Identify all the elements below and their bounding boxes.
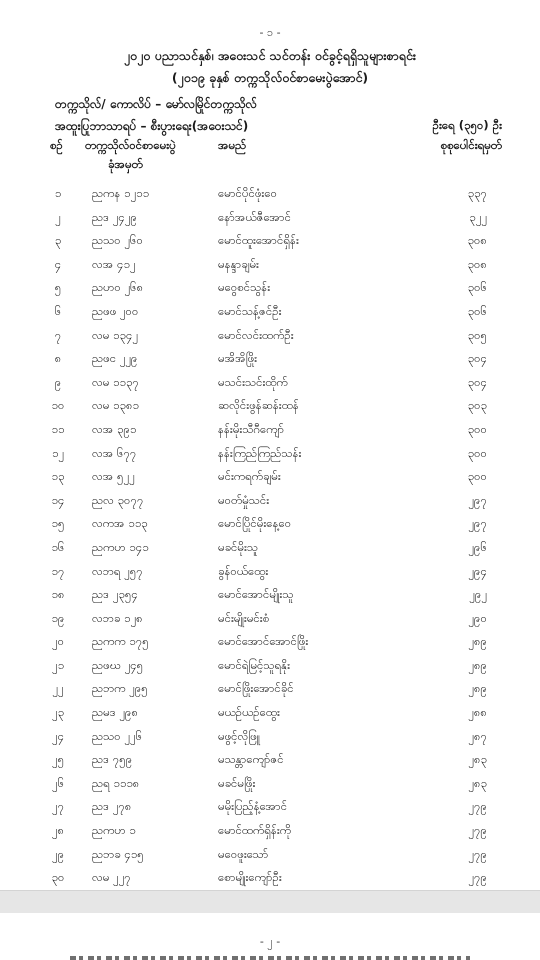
- roll-number: လမ ၁၃၄၂: [92, 327, 139, 342]
- total-score: ၃၀၄: [467, 374, 487, 389]
- table-row: [0, 371, 540, 395]
- results-table: [0, 182, 540, 890]
- total-score: ၃၀၈: [467, 233, 487, 248]
- row-number: ၂၁: [51, 657, 65, 672]
- roll-number: လမ ၁၁၃၇: [92, 374, 139, 389]
- university-line: တက္ကသိုလ်/ ကောလိပ် – မော်လမြိုင်တက္ကသိုလ်: [55, 97, 257, 111]
- table-row: [0, 560, 540, 584]
- student-name: မင်းကရက်ချမ်း: [218, 469, 281, 484]
- student-name: မောင်ထက်ရှိန်းကို: [218, 823, 292, 838]
- table-row: [0, 583, 540, 607]
- total-score: ၃၀၀: [467, 421, 487, 436]
- roll-number: ညဒ ၂၃၅၄: [92, 587, 138, 602]
- roll-number: လအ ၄၁၂: [92, 256, 136, 271]
- roll-number: လမ ၁၃၈၁: [92, 398, 139, 413]
- table-row: [0, 206, 540, 230]
- table-row: [0, 748, 540, 772]
- row-number: ၁၆: [51, 539, 65, 554]
- row-number: ၁၀: [51, 398, 65, 413]
- table-row: [0, 489, 540, 513]
- column-header-no: စဉ်: [50, 138, 63, 152]
- roll-number: လအ ၆၇၇: [92, 445, 137, 460]
- document-title: ၂၀၂၀ ပညာသင်နှစ်၊ အဝေးသင် သင်တန်း ဝင်ခွင့်ရရှိသူများစာရင်း: [123, 48, 417, 63]
- row-number: ၂၅: [51, 752, 65, 767]
- table-row: [0, 442, 540, 466]
- roll-number: ညကန ၁၂၁၁: [92, 186, 150, 200]
- total-score: ၂၈၉: [468, 681, 487, 696]
- row-number: ၂၆: [51, 775, 65, 790]
- document-subtitle: (၂၀၁၉ ခုနှစ် တက္ကသိုလ်ဝင်စာမေးပွဲအောင်): [171, 70, 369, 85]
- roll-number: ညရ ၁၁၁၈: [92, 775, 140, 790]
- row-number: ၆: [54, 303, 62, 318]
- row-number: ၂၉: [51, 846, 65, 861]
- student-name: မဝတ်မှုံသင်း: [218, 492, 270, 507]
- row-number: ၂၂: [52, 681, 64, 696]
- total-score: ၂၉၆: [468, 539, 487, 554]
- row-number: ၈: [54, 351, 62, 366]
- roll-number: လမ ၂၂၇: [92, 870, 131, 885]
- student-name: ဆလိုင်းဖွန်ဆန်းထန်: [218, 398, 299, 413]
- document-page-2: [0, 913, 540, 960]
- row-number: ၂၃: [51, 705, 65, 720]
- table-row: [0, 229, 540, 253]
- total-score: ၃၀၄: [467, 351, 487, 366]
- total-score: ၂၈၉: [468, 634, 487, 649]
- table-row: [0, 819, 540, 843]
- table-row: [0, 866, 540, 890]
- roll-number: လကအ ၁၁၃: [92, 516, 148, 531]
- roll-number: ညဖဖ ၂၀၀: [92, 303, 139, 318]
- table-row: [0, 253, 540, 277]
- student-name: မယဉ်ယဉ်ထွေး: [218, 705, 280, 720]
- total-score: ၃၃၇: [467, 186, 487, 200]
- row-number: ၁၁: [51, 421, 65, 436]
- roll-number: ညမဒ ၂၉၈: [92, 705, 139, 720]
- total-score: ၂၉၀: [468, 610, 487, 625]
- student-name: မောင်ထူးအောင်ရှိန်း: [218, 233, 299, 248]
- roll-number: လဘရ ၂၅၇: [92, 563, 143, 578]
- total-score: ၂၈၉: [468, 657, 487, 672]
- total-score: ၂၉၇: [468, 516, 487, 531]
- roll-number: ညဘက ၂၉၅: [92, 681, 148, 696]
- table-row: [0, 843, 540, 867]
- student-name: မသင်းသင်းထိုက်: [218, 374, 288, 389]
- student-name: မနန္ဒာချမ်း: [218, 256, 259, 271]
- total-score: ၂၇၉: [468, 870, 487, 885]
- row-number: ၁၅: [51, 516, 65, 531]
- student-name: မခင်မိုးသူ: [218, 539, 259, 554]
- table-row: [0, 654, 540, 678]
- subject-line: အထူးပြုဘာသာရပ် – စီးပွားရေး(အဝေးသင်): [55, 119, 249, 133]
- row-number: ၁၂: [51, 445, 65, 460]
- roll-number: ညဟဝ ၂၆၈: [92, 280, 144, 295]
- total-score: ၃၀၈: [467, 256, 487, 271]
- row-number: ၁၃: [51, 469, 65, 484]
- student-name: မဝွေစင်သွန်း: [218, 280, 271, 295]
- table-row: [0, 276, 540, 300]
- student-name: မောင်လင်းထက်ဦး: [218, 327, 294, 342]
- row-number: ၇: [54, 327, 62, 342]
- table-row: [0, 418, 540, 442]
- total-score: ၂၉၂: [469, 587, 487, 602]
- student-name: မောင်အောင်အောင်ဖြိုး: [218, 634, 309, 649]
- roll-number: ညကဟ ၁: [92, 823, 136, 838]
- student-name: မောင်အောင်မျိုးသူ: [218, 587, 294, 602]
- row-number: ၁၉: [51, 610, 65, 625]
- row-number: ၂၈: [51, 823, 65, 838]
- total-score: ၂၇၉: [468, 846, 487, 861]
- student-name: မောင်ရဲမြင့်သူရနိုး: [218, 657, 290, 672]
- column-header-score: စုစုပေါင်းရမှတ်: [440, 138, 502, 152]
- table-row: [0, 465, 540, 489]
- row-number: ၉: [54, 374, 62, 389]
- student-name: နန်းကြည်ကြည်သန်း: [218, 445, 302, 460]
- total-score: ၃၀၆: [467, 303, 487, 318]
- total-score: ၃၀၀: [467, 469, 487, 484]
- row-number: ၅: [54, 280, 62, 295]
- student-name: မသန္တာကျော်ဇင်: [218, 752, 284, 767]
- table-row: [0, 772, 540, 796]
- page-number-2: - ၂ -: [259, 935, 281, 948]
- table-row: [0, 725, 540, 749]
- page-number: - ၁ -: [259, 26, 281, 39]
- student-name: ခွန်ဝယ်ထွေး: [218, 563, 269, 578]
- roll-number: လအ ၅၂၂: [92, 469, 135, 484]
- student-name: မခင်မဖြိုး: [218, 775, 256, 790]
- total-score: ၂၈၃: [468, 752, 487, 767]
- row-number: ၂၇: [51, 799, 65, 814]
- total-score: ၃၀၃: [467, 398, 487, 413]
- total-score: ၂၈၇: [468, 728, 487, 743]
- row-number: ၁၄: [51, 492, 65, 507]
- row-number: ၃၀: [51, 870, 65, 885]
- roll-number: ညသဝ ၂၂၆: [92, 728, 143, 743]
- table-row: [0, 300, 540, 324]
- quota-label: ဦးရေ (၃၅၀) ဦး: [432, 118, 502, 132]
- student-name: မင်းမျိုးမင်းစံ: [218, 610, 270, 625]
- total-score: ၂၉၇: [468, 492, 487, 507]
- row-number: ၄: [54, 256, 62, 271]
- roll-number: ညလ ၃၀၇၇: [92, 492, 144, 507]
- row-number: ၂၀: [51, 634, 65, 649]
- roll-number: ညဖင ၂၂၉: [92, 351, 138, 366]
- roll-number: ညဒ ၂၇၈: [92, 799, 132, 814]
- total-score: ၂၉၄: [468, 563, 487, 578]
- roll-number: ညကက ၁၇၅: [92, 634, 149, 649]
- column-header-roll: တက္ကသိုလ်ဝင်စာမေးပွဲ: [85, 138, 176, 152]
- page-separator: [0, 890, 540, 914]
- roll-number: ညသဝ ၂၆၀: [92, 233, 143, 248]
- column-header-roll-line2: ခုံအမှတ်: [108, 157, 143, 171]
- row-number: ၃: [54, 233, 62, 248]
- row-number: ၂: [55, 209, 61, 224]
- roll-number: ညဒ ၂၄၂၉: [92, 209, 138, 224]
- total-score: ၃၂၂: [469, 209, 487, 224]
- table-row: [0, 536, 540, 560]
- table-row: [0, 630, 540, 654]
- roll-number: ညဒ ၇၅၉: [92, 752, 133, 767]
- cropped-heading: [70, 950, 470, 960]
- roll-number: လအ ၃၉၁: [92, 421, 137, 436]
- student-name: မောင်သန့်ဇင်ဦး: [218, 303, 282, 318]
- roll-number: ညကဟ ၁၄၁: [92, 539, 149, 554]
- student-name: မောင်ပိုင်ဖုံးဝေ: [218, 186, 278, 200]
- total-score: ၂၈၈: [468, 705, 487, 720]
- column-header-name: အမည်: [218, 138, 247, 152]
- total-score: ၃၀၆: [467, 280, 487, 295]
- row-number: ၁၈: [51, 587, 65, 602]
- student-name: မောင်ပြိုင်မိုးနေ့ဝေ: [218, 516, 292, 531]
- table-row: [0, 512, 540, 536]
- roll-number: ညဖဃ ၂၄၅: [92, 657, 144, 672]
- table-row: [0, 701, 540, 725]
- table-row: [0, 182, 540, 206]
- student-name: မဖွင့်လိုဖြူ: [218, 728, 261, 743]
- roll-number: ညဘခ ၄၁၅: [92, 846, 144, 861]
- table-row: [0, 394, 540, 418]
- total-score: ၂၇၉: [468, 799, 487, 814]
- row-number: ၁၇: [51, 563, 65, 578]
- total-score: ၂၈၃: [468, 775, 487, 790]
- student-name: မမိုးပြည့်နံ့အောင်: [218, 799, 288, 814]
- student-name: နန်းမိုးသီဂီကျော်: [218, 421, 285, 436]
- table-row: [0, 795, 540, 819]
- student-name: စောမျိုးကျော်ဦး: [218, 870, 282, 885]
- student-name: မအိအိဖြိုး: [218, 351, 258, 366]
- student-name: မဝေဖူးသော်: [218, 846, 269, 861]
- table-row: [0, 677, 540, 701]
- row-number: ၁: [54, 186, 62, 200]
- student-name: နော်အယ်ဇီအောင်: [218, 209, 291, 224]
- table-row: [0, 607, 540, 631]
- total-score: ၃၀၅: [467, 327, 487, 342]
- table-row: [0, 347, 540, 371]
- student-name: မောင်ဖြိုးအောင်ခိုင်: [218, 681, 294, 696]
- roll-number: လဘခ ၁၂၈: [92, 610, 143, 625]
- total-score: ၂၇၉: [468, 823, 487, 838]
- row-number: ၂၄: [51, 728, 65, 743]
- table-row: [0, 324, 540, 348]
- total-score: ၃၀၀: [467, 445, 487, 460]
